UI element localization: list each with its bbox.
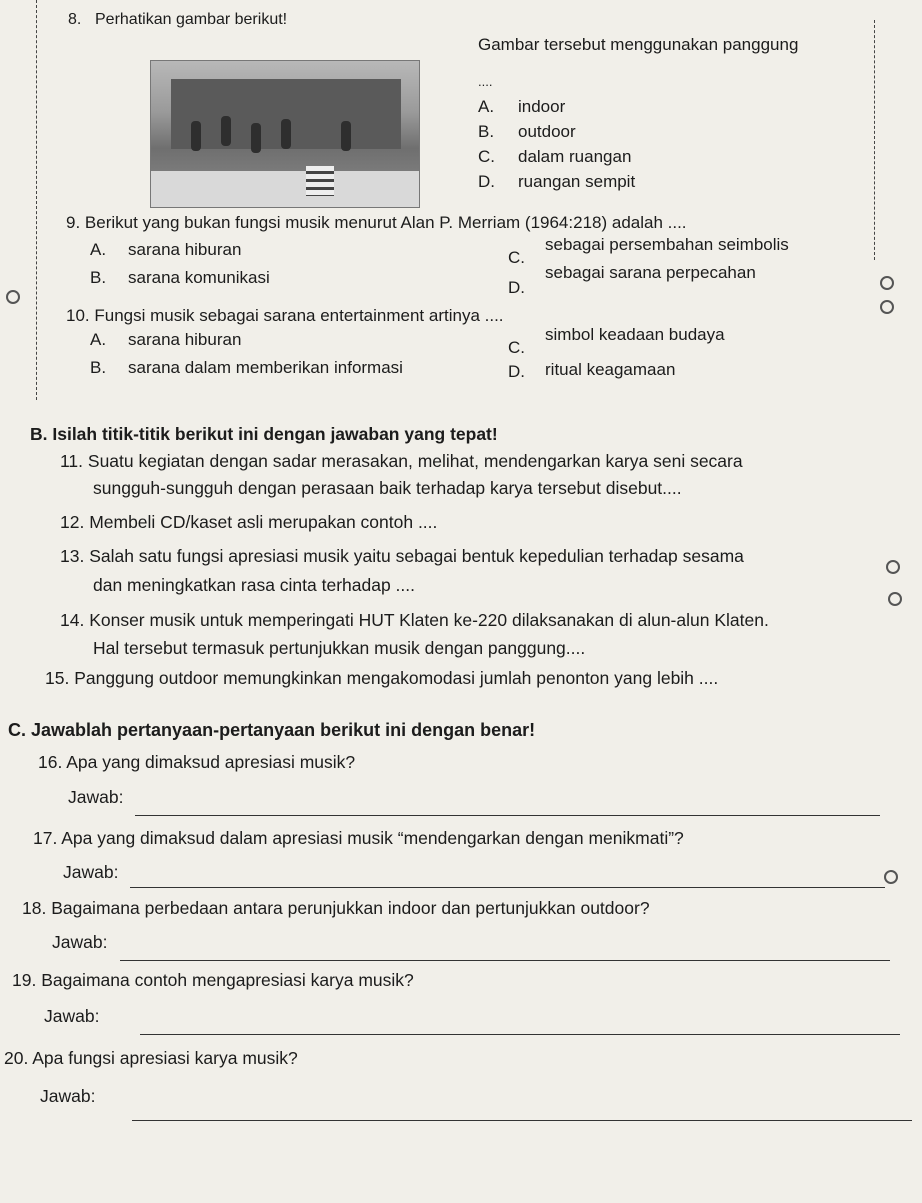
q8-option-b: outdoor: [518, 122, 576, 141]
q9-option-d-letter: D.: [508, 278, 525, 297]
stage-photo: [150, 60, 420, 208]
q8-option-b-letter: B.: [478, 122, 495, 141]
binder-ring-icon: [880, 300, 894, 314]
q9-option-c-letter: C.: [508, 248, 525, 267]
q8-ellipsis: ....: [478, 74, 493, 89]
q9-text: 9. Berikut yang bukan fungsi musik menurut Alan P. Merriam (1964:218) adalah ....: [66, 213, 687, 232]
binder-ring-icon: [884, 870, 898, 884]
q10-option-a: sarana hiburan: [128, 330, 242, 349]
section-c-heading: C. Jawablah pertanyaan-pertanyaan berikut ini dengan benar!: [8, 720, 536, 740]
q10-option-b: sarana dalam memberikan informasi: [128, 358, 403, 377]
q18-answer-line[interactable]: [120, 960, 890, 961]
left-margin-line: [36, 0, 37, 400]
q10-option-b-letter: B.: [90, 358, 107, 377]
binder-ring-icon: [6, 290, 20, 304]
q11-line1: 11. Suatu kegiatan dengan sadar merasakan, melihat, mendengarkan karya seni secara: [60, 451, 743, 471]
q15-text: 15. Panggung outdoor memungkinkan mengakomodasi jumlah penonton yang lebih ....: [45, 668, 719, 688]
q16-answer-label: Jawab:: [68, 787, 124, 807]
q16-text: 16. Apa yang dimaksud apresiasi musik?: [38, 752, 356, 772]
q9-option-c: sebagai persembahan seimbolis: [545, 235, 789, 254]
q10-option-d-letter: D.: [508, 362, 525, 381]
q9-option-a: sarana hiburan: [128, 240, 242, 259]
q10-option-c-letter: C.: [508, 338, 525, 357]
q14-line2: Hal tersebut termasuk pertunjukkan musik dengan panggung....: [93, 638, 586, 658]
q8-option-c-letter: C.: [478, 147, 495, 166]
q19-text: 19. Bagaimana contoh mengapresiasi karya musik?: [12, 970, 414, 990]
q19-answer-label: Jawab:: [44, 1006, 100, 1026]
q9-option-b: sarana komunikasi: [128, 268, 270, 287]
q8-option-c: dalam ruangan: [518, 147, 632, 166]
q9-option-a-letter: A.: [90, 240, 107, 259]
section-b-heading: B. Isilah titik-titik berikut ini dengan jawaban yang tepat!: [30, 424, 498, 444]
binder-ring-icon: [880, 276, 894, 290]
q13-line2: dan meningkatkan rasa cinta terhadap ....: [93, 575, 416, 595]
q8-option-d: ruangan sempit: [518, 172, 636, 191]
binder-ring-icon: [886, 560, 900, 574]
q17-answer-label: Jawab:: [63, 862, 119, 882]
q19-answer-line[interactable]: [140, 1034, 900, 1035]
q17-text: 17. Apa yang dimaksud dalam apresiasi musik “mendengarkan dengan menikmati”?: [33, 828, 684, 848]
q8-question: Gambar tersebut menggunakan panggung: [478, 35, 799, 54]
q9-option-b-letter: B.: [90, 268, 107, 287]
q20-text: 20. Apa fungsi apresiasi karya musik?: [4, 1048, 298, 1068]
q13-line1: 13. Salah satu fungsi apresiasi musik yaitu sebagai bentuk kepedulian terhadap sesama: [60, 546, 744, 566]
q8-option-a: indoor: [518, 97, 566, 116]
q18-answer-label: Jawab:: [52, 932, 108, 952]
q16-answer-line[interactable]: [135, 815, 880, 816]
q9-option-d: sebagai sarana perpecahan: [545, 263, 756, 282]
q20-answer-line[interactable]: [132, 1120, 912, 1121]
q10-option-a-letter: A.: [90, 330, 107, 349]
binder-ring-icon: [888, 592, 902, 606]
q11-line2: sungguh-sungguh dengan perasaan baik terhadap karya tersebut disebut....: [93, 478, 682, 498]
q20-answer-label: Jawab:: [40, 1086, 96, 1106]
q10-option-c: simbol keadaan budaya: [545, 325, 725, 344]
q10-option-d: ritual keagamaan: [545, 360, 676, 379]
q12-text: 12. Membeli CD/kaset asli merupakan contoh ....: [60, 512, 438, 532]
q8-option-d-letter: D.: [478, 172, 495, 191]
q8-prompt: Perhatikan gambar berikut!: [95, 11, 288, 28]
q8-number: 8.: [68, 11, 82, 28]
q17-answer-line[interactable]: [130, 887, 885, 888]
right-margin-line: [874, 20, 875, 260]
q18-text: 18. Bagaimana perbedaan antara perunjukkan indoor dan pertunjukkan outdoor?: [22, 898, 650, 918]
q10-text: 10. Fungsi musik sebagai sarana entertainment artinya ....: [66, 306, 504, 325]
q8-option-a-letter: A.: [478, 97, 495, 116]
q14-line1: 14. Konser musik untuk memperingati HUT Klaten ke-220 dilaksanakan di alun-alun Klaten.: [60, 610, 769, 630]
